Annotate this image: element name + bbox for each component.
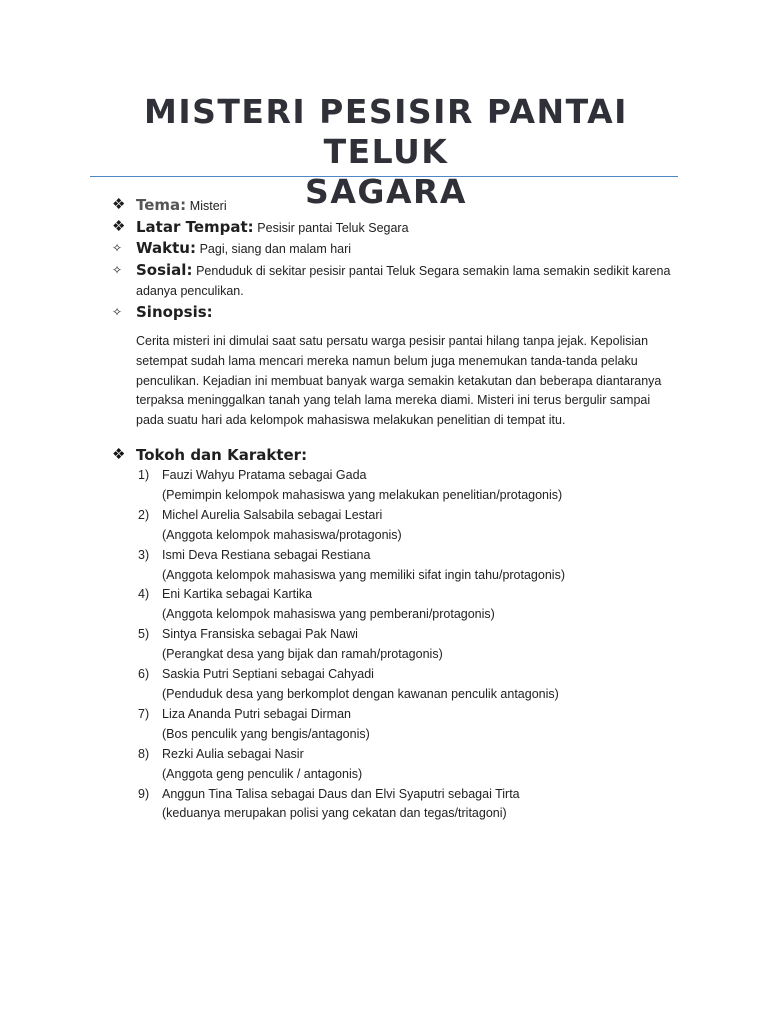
star-bullet-icon: ✧ — [112, 241, 123, 255]
title-underline — [90, 176, 678, 177]
character-name: Eni Kartika sebagai Kartika — [162, 587, 313, 602]
list-item — [138, 506, 698, 546]
character-name: Ismi Deva Restiana sebagai Restiana — [162, 547, 371, 562]
item-number: 8) — [138, 746, 150, 761]
list-item — [138, 665, 698, 705]
character-description: (Anggota kelompok mahasiswa yang memiliki sifat ingin tahu/protagonis) — [162, 567, 565, 582]
info-key: Sinopsis: — [136, 302, 213, 321]
character-name: Michel Aurelia Salsabila sebagai Lestari — [162, 507, 383, 522]
character-name: Anggun Tina Talisa sebagai Daus dan Elvi Syaputri sebagai Tirta — [162, 786, 520, 801]
character-description: (keduanya merupakan polisi yang cekatan dan tegas/tritagoni) — [162, 806, 507, 821]
item-number: 3) — [138, 547, 150, 562]
list-item — [138, 745, 698, 785]
title-line-2: SAGARA — [305, 172, 467, 211]
story-info-list — [112, 195, 682, 323]
characters-heading-label: Tokoh dan Karakter: — [136, 446, 308, 464]
characters-heading — [112, 444, 696, 466]
item-number: 9) — [138, 786, 150, 801]
info-value: Pesisir pantai Teluk Segara — [257, 220, 409, 235]
character-name: Saskia Putri Septiani sebagai Cahyadi — [162, 667, 374, 682]
list-item — [138, 625, 698, 665]
info-sinopsis — [112, 302, 682, 324]
item-number: 5) — [138, 627, 150, 642]
character-description: (Anggota geng penculik / antagonis) — [162, 766, 363, 781]
character-description: (Pemimpin kelompok mahasiswa yang melakukan penelitian/protagonis) — [162, 487, 563, 502]
info-key: Waktu: — [136, 239, 196, 257]
info-sosial — [112, 260, 682, 302]
list-item — [138, 785, 698, 825]
character-description: (Bos penculik yang bengis/antagonis) — [162, 726, 370, 741]
item-number: 4) — [138, 587, 150, 602]
info-tema — [112, 195, 682, 217]
synopsis-paragraph: Cerita misteri ini dimulai saat satu persatu warga pesisir pantai hilang tanpa jejak. Kepolisian setempat sudah lama mencari mereka namun belum juga menemukan tanda-tanda pelaku penculikan. Kejadian ini membuat banyak warga semakin ketakutan dan beberapa diantaranya terpaksa meninggalkan tanah yang telah lama mereka diami. Misteri ini terus bergulir sampai pada suatu hari ada kelompok mahasiswa melakukan penelitian di tempat itu. — [136, 334, 662, 428]
star-bullet-icon: ✧ — [112, 304, 123, 319]
info-key: Sosial: — [136, 260, 193, 279]
item-number: 1) — [138, 468, 150, 482]
item-number: 6) — [138, 667, 150, 682]
star-bullet-icon: ✧ — [112, 262, 123, 277]
info-key: Tema: — [136, 196, 187, 214]
diamond-bullet-icon: ❖ — [112, 217, 126, 235]
item-number: 2) — [138, 507, 150, 522]
diamond-bullet-icon: ❖ — [112, 196, 126, 213]
character-name: Liza Ananda Putri sebagai Dirman — [162, 706, 352, 721]
character-name: Sintya Fransiska sebagai Pak Nawi — [162, 627, 358, 642]
character-name: Fauzi Wahyu Pratama sebagai Gada — [162, 468, 367, 482]
info-key: Latar Tempat: — [136, 217, 254, 236]
characters-list — [138, 466, 698, 824]
info-value: Penduduk di sekitar pesisir pantai Teluk Segara semakin lama semakin sedikit karena adanya penculikan. — [136, 263, 671, 298]
character-description: (Perangkat desa yang bijak dan ramah/protagonis) — [162, 647, 443, 662]
character-name: Rezki Aulia sebagai Nasir — [162, 746, 304, 761]
character-description: (Anggota kelompok mahasiswa yang pemberani/protagonis) — [162, 607, 495, 622]
info-waktu — [112, 238, 682, 260]
list-item — [138, 705, 698, 745]
info-latar-tempat — [112, 217, 682, 239]
info-value: Pagi, siang dan malam hari — [199, 242, 352, 256]
list-item — [138, 585, 698, 625]
item-number: 7) — [138, 706, 150, 721]
character-description: (Penduduk desa yang berkomplot dengan kawanan penculik antagonis) — [162, 686, 559, 701]
title-line-1: MISTERI PESISIR PANTAI TELUK — [144, 92, 628, 171]
document-title — [90, 92, 682, 212]
list-item — [138, 546, 698, 586]
list-item — [138, 466, 698, 506]
diamond-bullet-icon: ❖ — [112, 446, 126, 463]
character-description: (Anggota kelompok mahasiswa/protagonis) — [162, 527, 402, 542]
info-value: Misteri — [189, 199, 227, 213]
